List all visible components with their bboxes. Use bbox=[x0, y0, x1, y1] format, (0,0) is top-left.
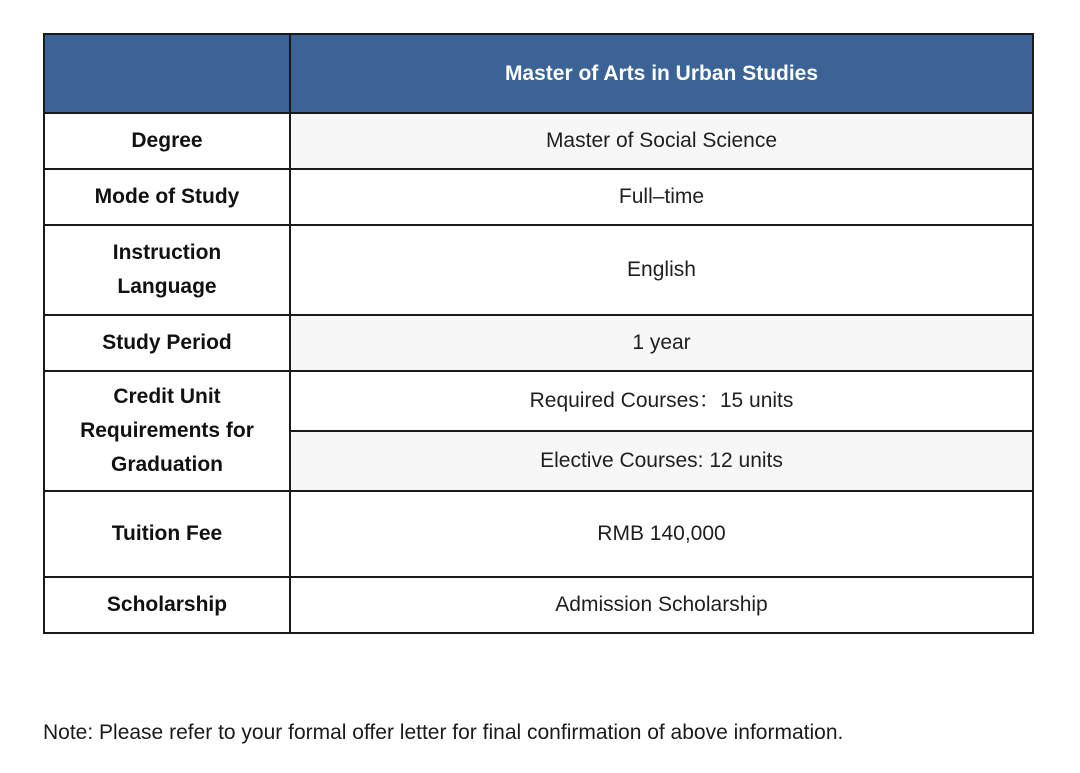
table-row-study-period bbox=[44, 315, 1033, 371]
scholarship-value: Admission Scholarship bbox=[290, 577, 1033, 633]
study-period-value: 1 year bbox=[290, 315, 1033, 371]
instruction-language-value: English bbox=[290, 225, 1033, 315]
table-row-credit-required bbox=[44, 371, 1033, 431]
tuition-fee-value: RMB 140,000 bbox=[290, 491, 1033, 577]
program-title-header: Master of Arts in Urban Studies bbox=[290, 34, 1033, 113]
degree-value: Master of Social Science bbox=[290, 113, 1033, 169]
footnote: Note: Please refer to your formal offer letter for final confirmation of above information. bbox=[43, 721, 844, 744]
degree-label: Degree bbox=[44, 113, 290, 169]
header-corner-cell bbox=[44, 34, 290, 113]
table-row-instruction-language bbox=[44, 225, 1033, 315]
required-courses-value: Required Courses：15 units bbox=[290, 371, 1033, 431]
credit-requirements-label: Credit Unit Requirements for Graduation bbox=[44, 371, 290, 491]
tuition-fee-label: Tuition Fee bbox=[44, 491, 290, 577]
table-header-row bbox=[44, 34, 1033, 113]
instruction-language-label: Instruction Language bbox=[44, 225, 290, 315]
table-row-tuition-fee bbox=[44, 491, 1033, 577]
mode-of-study-label: Mode of Study bbox=[44, 169, 290, 225]
study-period-label: Study Period bbox=[44, 315, 290, 371]
table-row-degree bbox=[44, 113, 1033, 169]
table-row-scholarship bbox=[44, 577, 1033, 633]
table-row-mode-of-study bbox=[44, 169, 1033, 225]
program-info-table bbox=[43, 33, 1034, 634]
elective-courses-value: Elective Courses: 12 units bbox=[290, 431, 1033, 491]
mode-of-study-value: Full–time bbox=[290, 169, 1033, 225]
scholarship-label: Scholarship bbox=[44, 577, 290, 633]
